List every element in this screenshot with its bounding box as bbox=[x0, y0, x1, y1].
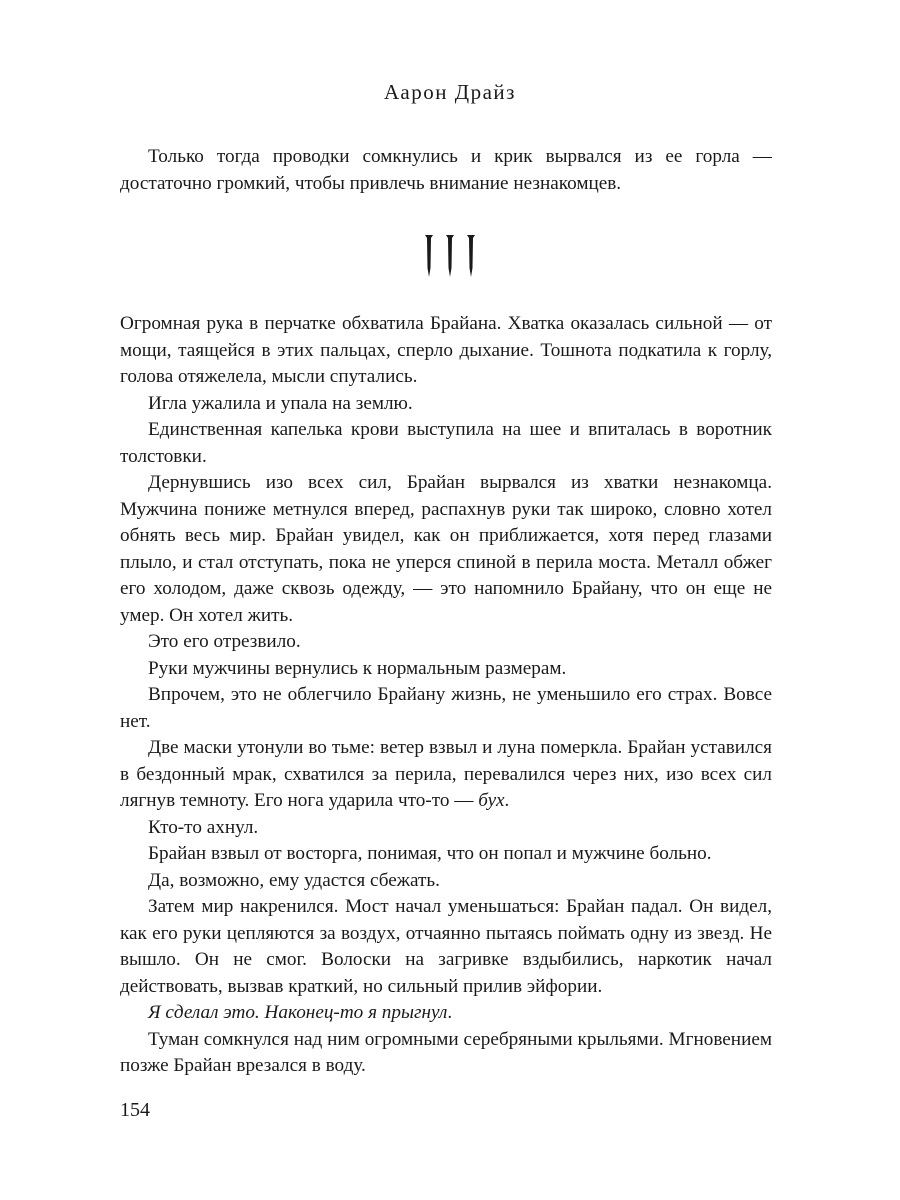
paragraph: Игла ужалила и упала на землю. bbox=[148, 392, 413, 414]
paragraph: Это его отрезвило. bbox=[148, 631, 301, 652]
paragraph: Кто-то ахнул. bbox=[148, 816, 259, 838]
paragraph: Я сделал это. Наконец-то я прыгнул. bbox=[148, 1002, 453, 1023]
paragraph: Две маски утонули во тьме: ветер взвыл и луна померкла. Брайан уставился в бездонный мрак, схватился за перила, перевалился через них, изо всех сил лягнув темноту. Его нога ударила что-то — бух. bbox=[120, 737, 772, 811]
paragraph: Только тогда проводки сомкнулись и крик вырвался из ее горла — достаточно громкий, чтобы привлечь внимание незнакомцев. bbox=[120, 146, 772, 194]
paragraph: Да, возможно, ему удастся сбежать. bbox=[148, 869, 440, 891]
paragraph: Единственная капелька крови выступила на шее и впиталась в воротник толстовки. bbox=[120, 419, 772, 467]
page-number: 154 bbox=[120, 1099, 150, 1121]
paragraph: Руки мужчины вернулись к нормальным размерам. bbox=[148, 657, 567, 679]
top-text-block bbox=[120, 144, 772, 197]
paragraph: Брайан взвыл от восторга, понимая, что он попал и мужчине больно. bbox=[148, 843, 712, 864]
three-nails-ornament-icon bbox=[420, 234, 480, 278]
paragraph: Туман сомкнулся над ним огромными серебряными крыльями. Мгновением позже Брайан врезался в воду. bbox=[120, 1028, 772, 1076]
paragraph: Огромная рука в перчатке обхватила Брайана. Хватка оказалась сильной — от мощи, таящейся в этих пальцах, сперло дыхание. Тошнота подкатила к горлу, голова отяжелела, мысли спутались. bbox=[120, 313, 772, 387]
paragraph: Затем мир накренился. Мост начал уменьшаться: Брайан падал. Он видел, как его руки цепляются за воздух, отчаянно пытаясь поймать одну из звезд. Не вышло. Он не смог. Волоски на загривке вздыбились, наркотик начал действовать, вызвав краткий, но сильный прилив эйфории. bbox=[120, 896, 772, 997]
paragraph: Дернувшись изо всех сил, Брайан вырвался из хватки незнакомца. Мужчина пониже метнулся вперед, распахнув руки так широко, словно хотел обнять весь мир. Брайан увидел, как он приближается, хотя перед глазами плыло, и стал отступать, пока не уперся спиной в перила моста. Металл обжег его холодом, даже сквозь одежду, — это напомнило Брайану, что он еще не умер. Он хотел жить. bbox=[120, 472, 772, 626]
main-text-block bbox=[120, 311, 772, 1080]
paragraph: Впрочем, это не облегчило Брайану жизнь, не уменьшило его страх. Вовсе нет. bbox=[120, 684, 772, 732]
running-head: Аарон Драйз bbox=[384, 80, 516, 104]
